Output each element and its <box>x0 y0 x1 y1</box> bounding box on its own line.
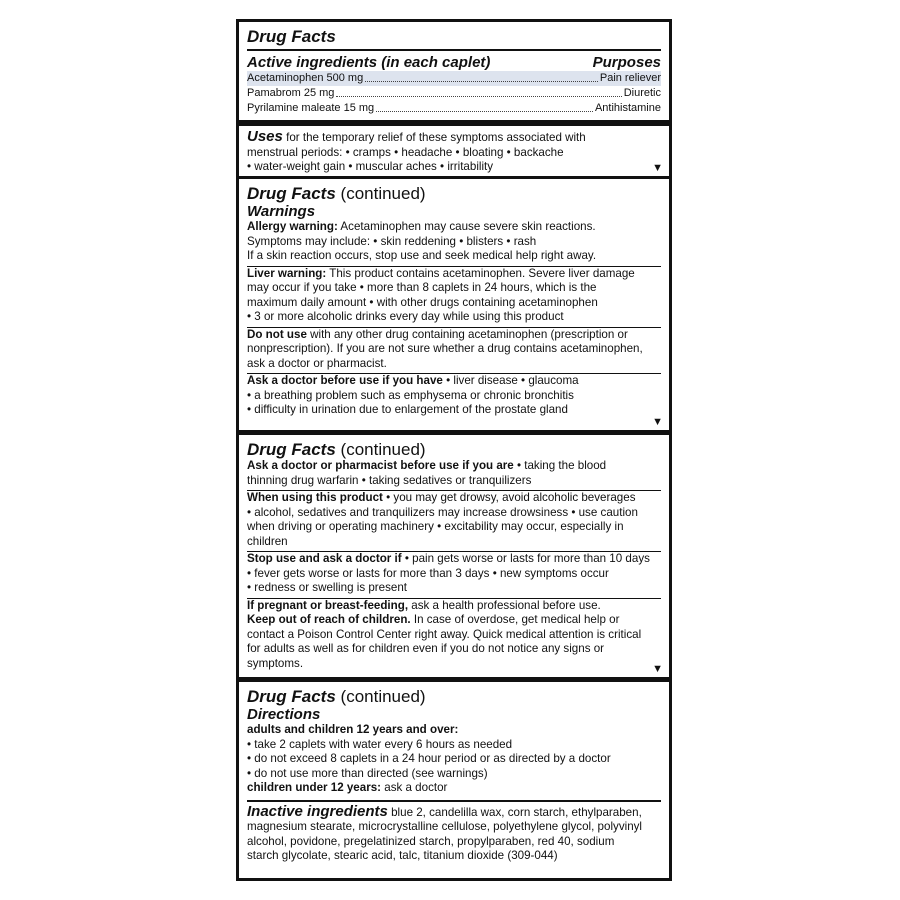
ask-pharmacist-text: thinning drug warfarin • taking sedatives or tranquilizers <box>247 473 532 487</box>
drug-facts-panel-uses <box>236 123 672 179</box>
when-using-text: • you may get drowsy, avoid alcoholic beverages <box>382 491 636 504</box>
ask-pharmacist-text: • taking the blood <box>513 459 607 472</box>
direction-item: • do not exceed 8 caplets in a 24 hour period or as directed by a doctor <box>247 752 611 765</box>
when-using <box>247 491 661 506</box>
ingredient-purpose: Antihistamine <box>594 102 661 114</box>
allergy-warning <box>247 220 661 235</box>
drug-facts-title: Drug Facts <box>247 440 336 459</box>
stop-use <box>247 552 661 567</box>
ingredient-name: Pamabrom 25 mg <box>247 87 335 99</box>
allergy-text: If a skin reaction occurs, stop use and seek medical help right away. <box>247 249 597 262</box>
inactive-ingredients-label: Inactive ingredients <box>247 802 388 820</box>
when-using-text: • alcohol, sedatives and tranquilizers may increase drowsiness • use caution <box>247 505 638 519</box>
keep-out-text: symptoms. <box>247 656 304 670</box>
leader-dots <box>365 71 598 82</box>
inactive-text: alcohol, povidone, pregelatinized starch, propylparaben, red 40, sodium <box>247 834 615 848</box>
liver-warning-label: Liver warning: <box>247 266 327 280</box>
stop-use-text: • redness or swelling is present <box>247 581 408 594</box>
pregnancy-label: If pregnant or breast-feeding, <box>247 598 409 612</box>
keep-out-text: contact a Poison Control Center right away. Quick medical attention is critical <box>247 627 642 641</box>
children-text: ask a doctor <box>381 781 448 794</box>
inactive-ingredients <box>247 802 661 821</box>
ask-doctor-text: • difficulty in urination due to enlargement of the prostate gland <box>247 403 568 416</box>
adults-directions-label: adults and children 12 years and over: <box>247 723 459 736</box>
allergy-text: Acetaminophen may cause severe skin reactions. <box>337 220 596 233</box>
continue-arrow-icon: ▼ <box>652 663 663 675</box>
continued-label: (continued) <box>340 687 426 706</box>
liver-text: may occur if you take • more than 8 caplets in 24 hours, which is the <box>247 281 597 294</box>
uses-label: Uses <box>247 128 283 145</box>
ask-doctor <box>247 374 661 389</box>
active-ingredients-heading: Active ingredients (in each caplet) <box>247 54 491 71</box>
continued-label: (continued) <box>340 184 426 203</box>
ask-pharmacist <box>247 459 661 474</box>
do-not-use-text: nonprescription). If you are not sure whether a drug contains acetaminophen, <box>247 342 643 355</box>
ask-doctor-text: • a breathing problem such as emphysema or chronic bronchitis <box>247 388 574 402</box>
liver-text: This product contains acetaminophen. Severe liver damage <box>326 266 635 280</box>
leader-dots <box>336 86 621 97</box>
drug-facts-title: Drug Facts <box>247 27 336 46</box>
drug-facts-panel-warnings <box>236 176 672 433</box>
keep-out-text: for adults as well as for children even if you do not notice any signs or <box>247 642 605 655</box>
purposes-heading: Purposes <box>592 54 661 71</box>
inactive-text: starch glycolate, stearic acid, talc, titanium dioxide (309-044) <box>247 849 558 862</box>
panel-title <box>247 435 661 459</box>
ingredient-purpose: Diuretic <box>623 87 661 99</box>
do-not-use <box>247 328 661 343</box>
panel-title <box>247 22 661 51</box>
liver-text: maximum daily amount • with other drugs containing acetaminophen <box>247 295 598 309</box>
when-using-label: When using this product <box>247 491 383 504</box>
keep-out-of-reach <box>247 613 661 628</box>
ingredient-row <box>247 101 661 116</box>
drug-facts-title: Drug Facts <box>247 184 336 203</box>
leader-dots <box>376 101 593 112</box>
inactive-text: blue 2, candelilla wax, corn starch, ethylparaben, <box>387 805 642 819</box>
allergy-text: Symptoms may include: • skin reddening • blisters • rash <box>247 234 537 248</box>
stop-use-text: • pain gets worse or lasts for more than 10 days <box>401 552 650 565</box>
ingredient-row <box>247 71 661 86</box>
drug-facts-panel-warnings-cont <box>236 432 672 680</box>
directions-heading: Directions <box>247 706 321 723</box>
ingredient-name: Pyrilamine maleate 15 mg <box>247 102 375 114</box>
ask-doctor-label: Ask a doctor before use if you have <box>247 374 443 387</box>
continue-arrow-icon: ▼ <box>652 162 663 174</box>
uses-line <box>247 126 661 146</box>
direction-item: • do not use more than directed (see warnings) <box>247 766 488 780</box>
uses-text: for the temporary relief of these symptoms associated with <box>286 131 586 144</box>
do-not-use-text: with any other drug containing acetaminophen (prescription or <box>306 327 628 341</box>
do-not-use-text: ask a doctor or pharmacist. <box>247 356 387 370</box>
ingredient-row <box>247 86 661 101</box>
pregnancy-text: ask a health professional before use. <box>408 598 601 612</box>
warnings-heading: Warnings <box>247 203 316 220</box>
keep-out-text: In case of overdose, get medical help or <box>410 613 620 626</box>
drug-facts-title: Drug Facts <box>247 687 336 706</box>
uses-line: menstrual periods: • cramps • headache • bloating • backache <box>247 145 564 159</box>
stop-use-label: Stop use and ask a doctor if <box>247 552 402 565</box>
liver-warning <box>247 267 661 282</box>
when-using-text: when driving or operating machinery • excitability may occur, especially in <box>247 520 624 533</box>
panel-title <box>247 682 661 706</box>
children-label: children under 12 years: <box>247 781 382 794</box>
liver-text: • 3 or more alcoholic drinks every day while using this product <box>247 310 564 323</box>
when-using-text: children <box>247 534 288 548</box>
ingredient-name: Acetaminophen 500 mg <box>247 72 364 84</box>
continued-label: (continued) <box>340 440 426 459</box>
ask-doctor-text: • liver disease • glaucoma <box>442 374 579 387</box>
drug-facts-panel-directions <box>236 679 672 881</box>
children-directions <box>247 781 661 796</box>
pregnancy-warning <box>247 599 661 614</box>
direction-item: • take 2 caplets with water every 6 hours as needed <box>247 737 513 751</box>
do-not-use-label: Do not use <box>247 327 307 341</box>
panel-title <box>247 179 661 203</box>
allergy-warning-label: Allergy warning: <box>247 220 338 233</box>
uses-line: • water-weight gain • muscular aches • irritability <box>247 160 494 173</box>
active-ingredients-header <box>247 51 661 71</box>
inactive-text: magnesium stearate, microcrystalline cellulose, polyethylene glycol, polyvinyl <box>247 820 643 833</box>
stop-use-text: • fever gets worse or lasts for more than 3 days • new symptoms occur <box>247 566 609 580</box>
ask-pharmacist-label: Ask a doctor or pharmacist before use if you are <box>247 459 514 472</box>
drug-facts-panel-active <box>236 19 672 123</box>
continue-arrow-icon: ▼ <box>652 416 663 428</box>
ingredient-purpose: Pain reliever <box>599 72 661 84</box>
keep-out-label: Keep out of reach of children. <box>247 613 411 626</box>
